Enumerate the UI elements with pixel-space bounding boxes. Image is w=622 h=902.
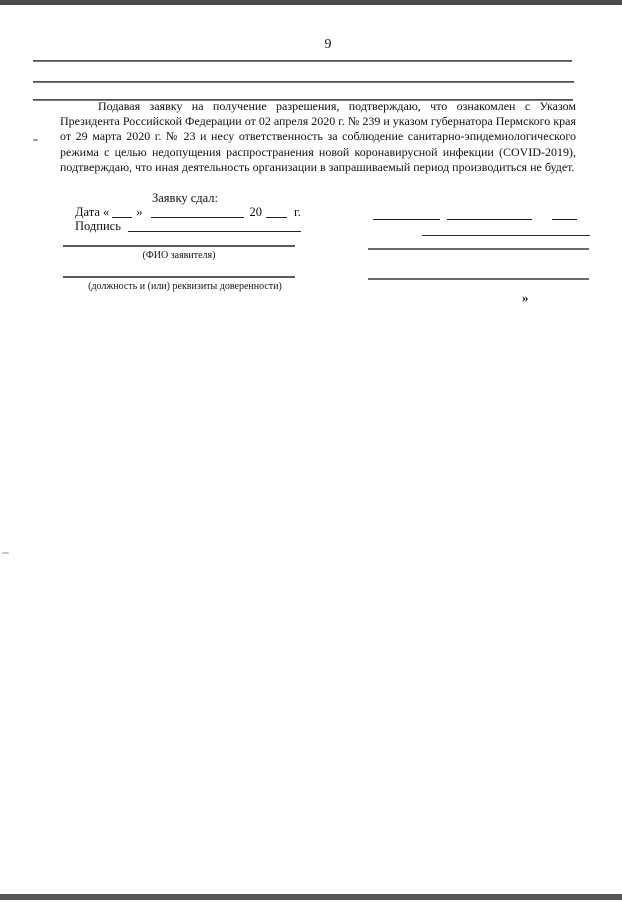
- right-blank-segment: [552, 219, 577, 220]
- fio-blank-line: [63, 245, 295, 247]
- year-prefix: 20: [249, 205, 263, 219]
- date-month-blank: [151, 206, 244, 218]
- year-suffix: г.: [294, 205, 301, 219]
- submitted-by-label: Заявку сдал:: [152, 191, 219, 205]
- date-row: [75, 205, 301, 220]
- right-blank-line: [368, 248, 589, 250]
- credentials-blank-line: [63, 276, 295, 278]
- date-closing-quote: »: [136, 205, 143, 219]
- right-blank-segment: [373, 219, 440, 220]
- signature-blank: [128, 220, 301, 232]
- right-blank-line: [422, 235, 590, 236]
- closing-quote-mark: »: [522, 290, 529, 305]
- declaration-paragraph: Подавая заявку на получение разрешения, подтверждаю, что ознакомлен с Указом Президента Российской Федерации от 02 апреля 2020 г. № 239 и указом губернатора Пермского края от 29 марта 2020 г. № 23 и несу ответственность за соблюдение санитарно-эпидемиологического режима с целью недопущения распространения новой коронавирусной инфекции (COVID-2019), подтверждаю, что иная деятельность организации в запрашиваемый период производиться не будет.: [60, 99, 576, 174]
- blank-writing-line: [33, 60, 572, 62]
- signature-label: Подпись: [75, 219, 121, 233]
- scan-bottom-edge: [0, 894, 622, 900]
- blank-writing-line: [33, 81, 574, 83]
- right-blank-segment: [447, 219, 532, 220]
- scan-artifact: [2, 552, 9, 554]
- scan-top-edge: [0, 0, 622, 5]
- signature-row: [75, 219, 301, 234]
- scan-artifact: [33, 139, 38, 141]
- page-number: 9: [324, 37, 332, 52]
- credentials-caption: (должность и (или) реквизиты доверенности): [88, 281, 282, 292]
- date-day-blank: [112, 206, 132, 218]
- fio-caption: (ФИО заявителя): [142, 250, 216, 261]
- date-year-blank: [266, 206, 287, 218]
- date-label: Дата «: [75, 205, 110, 219]
- right-blank-line: [368, 278, 589, 280]
